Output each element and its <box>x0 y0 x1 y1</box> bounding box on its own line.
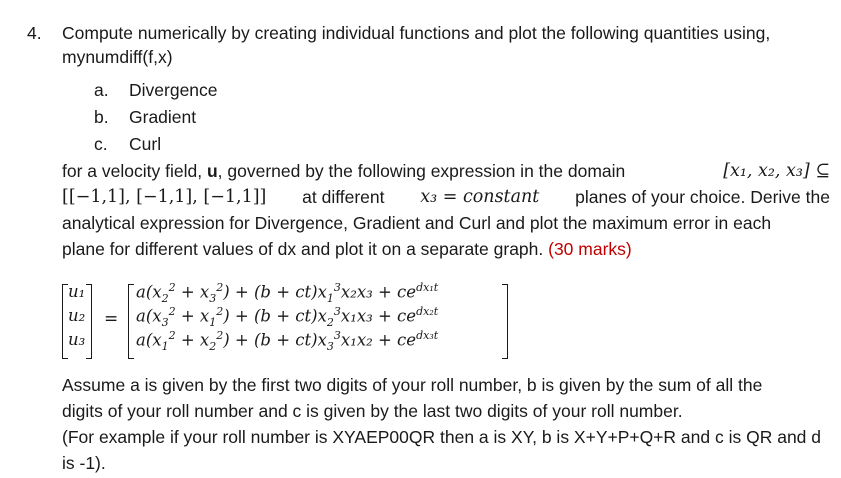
governed-text: , governed by the following expression in the domain <box>217 161 626 181</box>
item-c-text: Curl <box>129 134 162 154</box>
paragraph-line-3: analytical expression for Divergence, Gradient and Curl and plot the maximum error in each <box>62 213 772 233</box>
row1-pow1: 2 <box>168 281 176 294</box>
row1-sub3: 1 <box>326 291 334 305</box>
row3-pow3: 3 <box>333 329 341 342</box>
equals-sign: = <box>104 309 119 329</box>
item-b-text: Gradient <box>129 107 197 127</box>
row1-tail: x₂x₃ + ce <box>340 282 417 302</box>
item-c-letter: c. <box>94 134 108 154</box>
vector-u1: u₁ <box>68 282 86 301</box>
row3-sub3: 3 <box>326 339 334 353</box>
row2-pre: a(x <box>136 306 162 326</box>
constant-plane-expression: x₃ = constant <box>420 187 540 207</box>
item-b-letter: b. <box>94 107 109 127</box>
row1-pow2: 2 <box>216 281 224 294</box>
row1-mid: + x <box>175 282 210 302</box>
planes-text: planes of your choice. Derive the <box>575 187 830 207</box>
velocity-symbol: u <box>206 161 218 181</box>
row2-exponent: dx₂t <box>416 305 439 318</box>
expression-row-2 <box>136 305 438 329</box>
row2-pow2: 2 <box>216 305 224 318</box>
right-bracket-u <box>86 284 92 359</box>
row2-post: ) + (b + ct)x <box>223 306 327 326</box>
assume-line-1: Assume a is given by the first two digits of your roll number, b is given by the sum of all the <box>62 375 763 395</box>
assume-line-2: digits of your roll number and c is given by the last two digits of your roll number. <box>62 401 683 421</box>
velocity-text: for a velocity field, <box>62 161 203 181</box>
marks-label: (30 marks) <box>548 239 632 259</box>
row3-exponent: dx₃t <box>416 329 439 342</box>
row2-sub1: 3 <box>161 315 169 329</box>
item-a-text: Divergence <box>129 80 218 100</box>
paragraph-line-1 <box>62 159 830 183</box>
example-line-2: is -1). <box>62 453 106 473</box>
paragraph-line-1-text <box>62 159 625 183</box>
question-number: 4. <box>27 23 42 43</box>
row1-sub1: 2 <box>161 291 169 305</box>
row1-sub2: 3 <box>209 291 217 305</box>
row2-pow3: 3 <box>333 305 341 318</box>
row3-mid: + x <box>175 330 210 350</box>
paragraph-line-4-text: plane for different values of dx and plot it on a separate graph. <box>62 239 544 259</box>
row3-sub1: 1 <box>161 339 169 353</box>
row3-sub2: 2 <box>209 339 217 353</box>
row2-tail: x₁x₃ + ce <box>340 306 417 326</box>
expression-row-3 <box>136 329 438 353</box>
right-bracket-expr <box>502 284 508 359</box>
row3-pre: a(x <box>136 330 162 350</box>
left-bracket-expr <box>128 284 134 359</box>
at-different-text: at different <box>302 187 385 207</box>
row1-exponent: dx₁t <box>416 281 439 294</box>
row3-tail: x₁x₂ + ce <box>340 330 417 350</box>
domain-intervals: [[−1,1], [−1,1], [−1,1]] <box>62 187 267 207</box>
row1-post: ) + (b + ct)x <box>223 282 327 302</box>
row3-pow1: 2 <box>168 329 176 342</box>
vector-u2: u₂ <box>68 306 86 325</box>
expression-row-1 <box>136 281 438 305</box>
paragraph-line-2 <box>62 185 830 209</box>
question-line-1: Compute numerically by creating individual functions and plot the following quantities using, <box>62 23 771 43</box>
row2-pow1: 2 <box>168 305 176 318</box>
row1-pow3: 3 <box>333 281 341 294</box>
vector-u3: u₃ <box>68 330 86 349</box>
row1-pre: a(x <box>136 282 162 302</box>
row2-mid: + x <box>175 306 210 326</box>
domain-expression: [x₁, x₂, x₃] ⊆ <box>723 161 830 181</box>
question-line-2: mynumdiff(f,x) <box>62 47 173 67</box>
item-a-letter: a. <box>94 80 109 100</box>
row2-sub2: 1 <box>209 315 217 329</box>
example-line-1: (For example if your roll number is XYAEP00QR then a is XY, b is X+Y+P+Q+R and c is QR and d <box>62 427 822 447</box>
row2-sub3: 2 <box>326 315 334 329</box>
row3-post: ) + (b + ct)x <box>223 330 327 350</box>
row3-pow2: 2 <box>216 329 224 342</box>
paragraph-line-4 <box>62 237 632 261</box>
